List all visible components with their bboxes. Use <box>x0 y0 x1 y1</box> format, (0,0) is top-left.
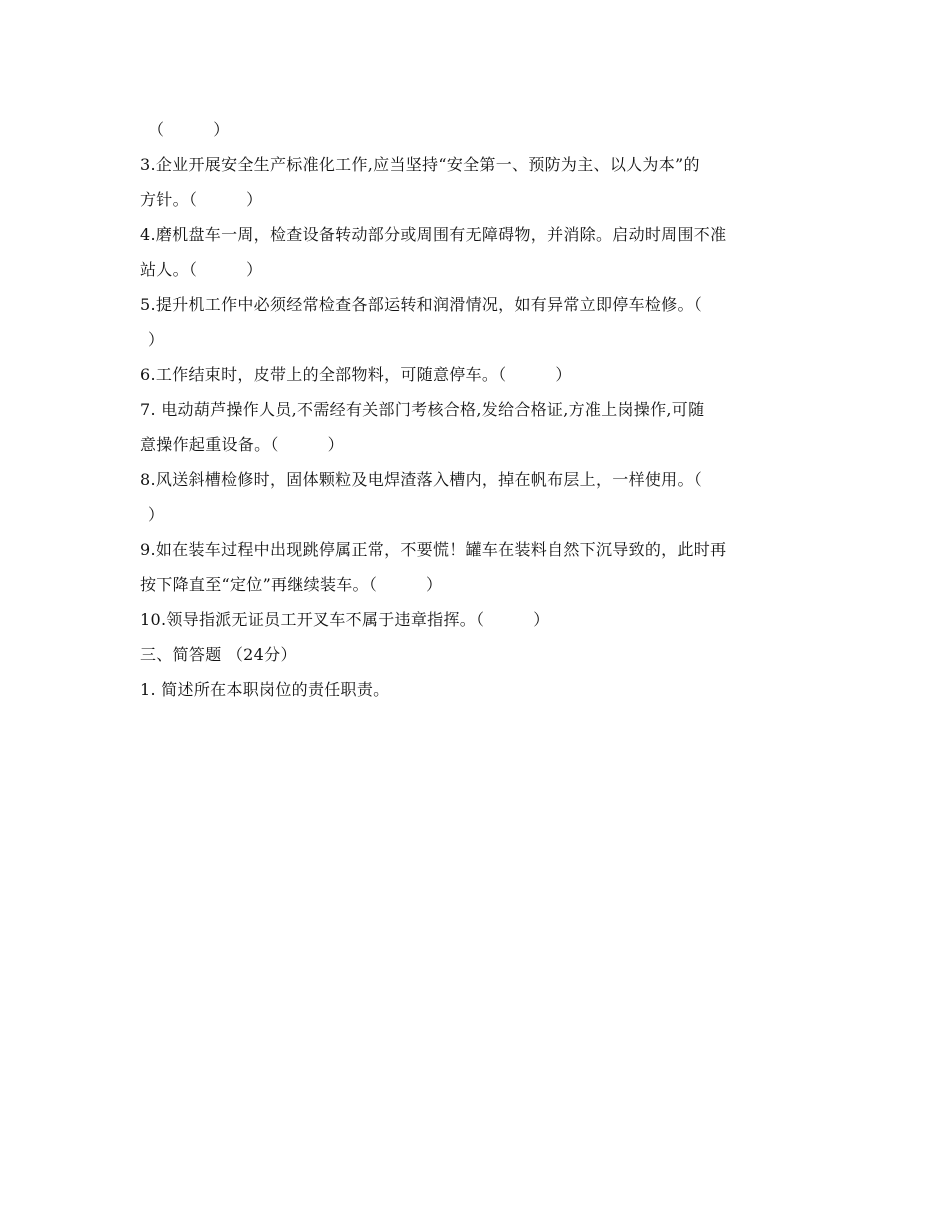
question-7-line-2: 意操作起重设备。（ ） <box>140 435 344 454</box>
question-10-line: 10.领导指派无证员工开叉车不属于违章指挥。（ ） <box>140 610 550 629</box>
document-body <box>140 112 815 707</box>
question-3-line-2: 方针。（ ） <box>140 190 263 209</box>
question-4-line-2: 站人。（ ） <box>140 260 263 279</box>
answer-blank-line: （ ） <box>148 120 230 139</box>
question-4-line-1: 4.磨机盘车一周，检查设备转动部分或周围有无障碍物，并消除。启动时周围不准 <box>140 225 727 244</box>
question-9-line-1: 9.如在装车过程中出现跳停属正常，不要慌！罐车在装料自然下沉导致的，此时再 <box>140 540 727 559</box>
question-7-line-1: 7. 电动葫芦操作人员,不需经有关部门考核合格,发给合格证,方准上岗操作,可随 <box>140 400 705 419</box>
question-5-line-1: 5.提升机工作中必须经常检查各部运转和润滑情况，如有异常立即停车检修。（ <box>140 295 703 314</box>
question-8-line-1: 8.风送斜槽检修时，固体颗粒及电焊渣落入槽内，掉在帆布层上，一样使用。（ <box>140 470 703 489</box>
question-3-line-1: 3.企业开展安全生产标准化工作,应当坚持“安全第一、预防为主、以人为本”的 <box>140 155 700 174</box>
section-heading: 三、简答题 （24分） <box>140 645 297 664</box>
question-8-line-2: ） <box>148 505 165 524</box>
short-answer-question-1: 1. 简述所在本职岗位的责任职责。 <box>140 680 390 699</box>
question-6-line: 6.工作结束时，皮带上的全部物料，可随意停车。（ ） <box>140 365 572 384</box>
question-9-line-2: 按下降直至“定位”再继续装车。（ ） <box>140 575 443 594</box>
question-5-line-2: ） <box>148 330 165 349</box>
